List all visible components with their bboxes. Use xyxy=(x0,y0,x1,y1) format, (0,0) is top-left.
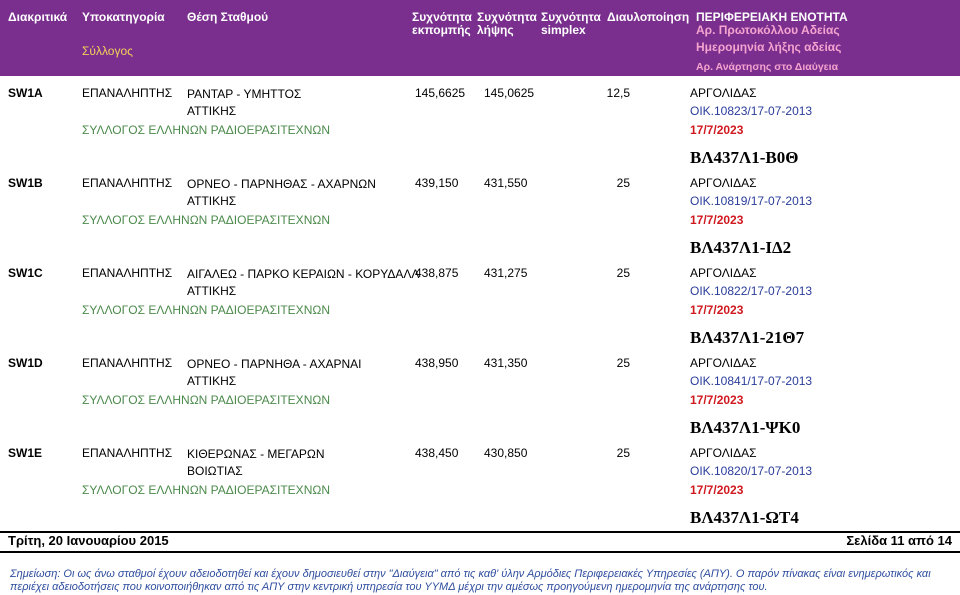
region-name: ΑΡΓΟΛΙΔΑΣ xyxy=(690,446,757,460)
table-row xyxy=(0,266,960,356)
tx-frequency: 438,875 xyxy=(415,266,459,280)
protocol-number: ΟΙΚ.10841/17-07-2013 xyxy=(690,374,813,388)
diavgeia-number: ΒΛ437Λ1-ΙΔ2 xyxy=(690,238,792,257)
header-modulation: Διαυλοποίηση xyxy=(607,10,690,24)
header-simplex-line2: simplex xyxy=(541,23,586,37)
expiry-date: 17/7/2023 xyxy=(690,213,744,227)
location-line2: ΒΟΙΩΤΙΑΣ xyxy=(187,464,243,478)
header-tx-line2: εκπομπής xyxy=(412,23,471,37)
expiry-date: 17/7/2023 xyxy=(690,483,744,497)
table-header xyxy=(0,0,960,76)
header-simplex-line1: Συχνότητα xyxy=(541,10,601,24)
club-name: ΣΥΛΛΟΓΟΣ ΕΛΛΗΝΩΝ ΡΑΔΙΟΕΡΑΣΙΤΕΧΝΩΝ xyxy=(82,393,330,407)
location-line1: ΚΙΘΕΡΩΝΑΣ - ΜΕΓΑΡΩΝ xyxy=(187,447,325,461)
tx-frequency: 438,450 xyxy=(415,446,459,460)
tx-frequency: 145,6625 xyxy=(415,86,466,100)
simplex-value: 25 xyxy=(616,266,630,280)
rx-frequency: 145,0625 xyxy=(484,86,535,100)
location-line2: ΑΤΤΙΚΗΣ xyxy=(187,284,237,298)
station-location xyxy=(187,446,325,480)
tx-frequency: 439,150 xyxy=(415,176,459,190)
protocol-number: ΟΙΚ.10819/17-07-2013 xyxy=(690,194,813,208)
footer-note: Σημείωση: Οι ως άνω σταθμοί έχουν αδειοδοτηθεί και έχουν δημοσιευθεί στην "Διαύγεια" από τις καθ' ύλην Αρμόδιες Περιφερειακές Υπηρεσίες (ΑΠΥ). Ο παρόν πίνακας είναι ενημερωτικός και περιέχει αδειοδοτήσεις που κοινοποιήθηκαν από τις ΑΠΥ στην κεντρική υπηρεσία του ΥΥΜΔ μέχρι την αμέσως προηγούμενη ημερομηνία της ανάρτησης του. xyxy=(10,568,931,593)
diavgeia-number: ΒΛ437Λ1-21Θ7 xyxy=(690,328,805,347)
report-date: Τρίτη, 20 Ιανουαρίου 2015 xyxy=(8,533,169,548)
expiry-date: 17/7/2023 xyxy=(690,123,744,137)
header-protocol: Αρ. Πρωτοκόλλου Αδείας xyxy=(696,23,840,37)
diavgeia-number: ΒΛ437Λ1-ΩΤ4 xyxy=(690,508,799,527)
expiry-date: 17/7/2023 xyxy=(690,303,744,317)
diavgeia-number: ΒΛ437Λ1-ΨΚ0 xyxy=(690,418,801,437)
header-rx-line2: λήψης xyxy=(477,23,514,37)
location-line2: ΑΤΤΙΚΗΣ xyxy=(187,104,237,118)
diavgeia-number: ΒΛ437Λ1-Β0Θ xyxy=(690,148,799,167)
header-location: Θέση Σταθμού xyxy=(187,10,269,24)
rx-frequency: 431,275 xyxy=(484,266,528,280)
station-category: ΕΠΑΝΑΛΗΠΤΗΣ xyxy=(82,356,173,370)
tx-frequency: 438,950 xyxy=(415,356,459,370)
rx-frequency: 430,850 xyxy=(484,446,528,460)
location-line2: ΑΤΤΙΚΗΣ xyxy=(187,194,237,208)
station-code: SW1D xyxy=(8,356,43,370)
simplex-value: 12,5 xyxy=(606,86,630,100)
station-category: ΕΠΑΝΑΛΗΠΤΗΣ xyxy=(82,446,173,460)
station-category: ΕΠΑΝΑΛΗΠΤΗΣ xyxy=(82,86,173,100)
header-expiry: Ημερομηνία λήξης αδείας xyxy=(696,40,842,54)
rx-frequency: 431,350 xyxy=(484,356,528,370)
club-name: ΣΥΛΛΟΓΟΣ ΕΛΛΗΝΩΝ ΡΑΔΙΟΕΡΑΣΙΤΕΧΝΩΝ xyxy=(82,483,330,497)
protocol-number: ΟΙΚ.10822/17-07-2013 xyxy=(690,284,813,298)
header-category: Υποκατηγορία xyxy=(82,10,165,24)
footer-bottom-rule xyxy=(0,551,960,553)
station-location xyxy=(187,176,376,210)
station-location xyxy=(187,86,301,120)
station-category: ΕΠΑΝΑΛΗΠΤΗΣ xyxy=(82,266,173,280)
simplex-value: 25 xyxy=(616,356,630,370)
region-name: ΑΡΓΟΛΙΔΑΣ xyxy=(690,176,757,190)
header-code: Διακριτικά xyxy=(8,10,68,24)
header-diavgeia: Αρ. Ανάρτησης στο Διαύγεια xyxy=(696,61,839,73)
table-row xyxy=(0,356,960,446)
station-category: ΕΠΑΝΑΛΗΠΤΗΣ xyxy=(82,176,173,190)
header-rx-line1: Συχνότητα xyxy=(477,10,537,24)
club-name: ΣΥΛΛΟΓΟΣ ΕΛΛΗΝΩΝ ΡΑΔΙΟΕΡΑΣΙΤΕΧΝΩΝ xyxy=(82,213,330,227)
expiry-date: 17/7/2023 xyxy=(690,393,744,407)
protocol-number: ΟΙΚ.10820/17-07-2013 xyxy=(690,464,813,478)
header-club: Σύλλογος xyxy=(82,44,133,58)
simplex-value: 25 xyxy=(616,446,630,460)
location-line2: ΑΤΤΙΚΗΣ xyxy=(187,374,237,388)
rx-frequency: 431,550 xyxy=(484,176,528,190)
location-line1: ΟΡΝΕΟ - ΠΑΡΝΗΘΑΣ - ΑΧΑΡΝΩΝ xyxy=(187,177,376,191)
page-number: Σελίδα 11 από 14 xyxy=(846,533,952,548)
station-location xyxy=(187,266,419,300)
location-line1: ΡΑΝΤΑΡ - ΥΜΗΤΤΟΣ xyxy=(187,87,302,101)
region-name: ΑΡΓΟΛΙΔΑΣ xyxy=(690,266,757,280)
table-row xyxy=(0,446,960,536)
header-tx-line1: Συχνότητα xyxy=(412,10,472,24)
table-row xyxy=(0,176,960,266)
station-code: SW1B xyxy=(8,176,43,190)
location-line1: ΟΡΝΕΟ - ΠΑΡΝΗΘΑ - ΑΧΑΡΝΑΙ xyxy=(187,357,362,371)
protocol-number: ΟΙΚ.10823/17-07-2013 xyxy=(690,104,813,118)
station-location xyxy=(187,356,362,390)
simplex-value: 25 xyxy=(616,176,630,190)
club-name: ΣΥΛΛΟΓΟΣ ΕΛΛΗΝΩΝ ΡΑΔΙΟΕΡΑΣΙΤΕΧΝΩΝ xyxy=(82,123,330,137)
location-line1: ΑΙΓΑΛΕΩ - ΠΑΡΚΟ ΚΕΡΑΙΩΝ - ΚΟΡΥΔΑΛΛ xyxy=(187,267,420,281)
table-row xyxy=(0,86,960,176)
header-region: ΠΕΡΙΦΕΡΕΙΑΚΗ ΕΝΟΤΗΤΑ xyxy=(696,10,848,24)
station-code: SW1A xyxy=(8,86,43,100)
station-code: SW1C xyxy=(8,266,43,280)
region-name: ΑΡΓΟΛΙΔΑΣ xyxy=(690,86,757,100)
region-name: ΑΡΓΟΛΙΔΑΣ xyxy=(690,356,757,370)
station-code: SW1E xyxy=(8,446,43,460)
club-name: ΣΥΛΛΟΓΟΣ ΕΛΛΗΝΩΝ ΡΑΔΙΟΕΡΑΣΙΤΕΧΝΩΝ xyxy=(82,303,330,317)
